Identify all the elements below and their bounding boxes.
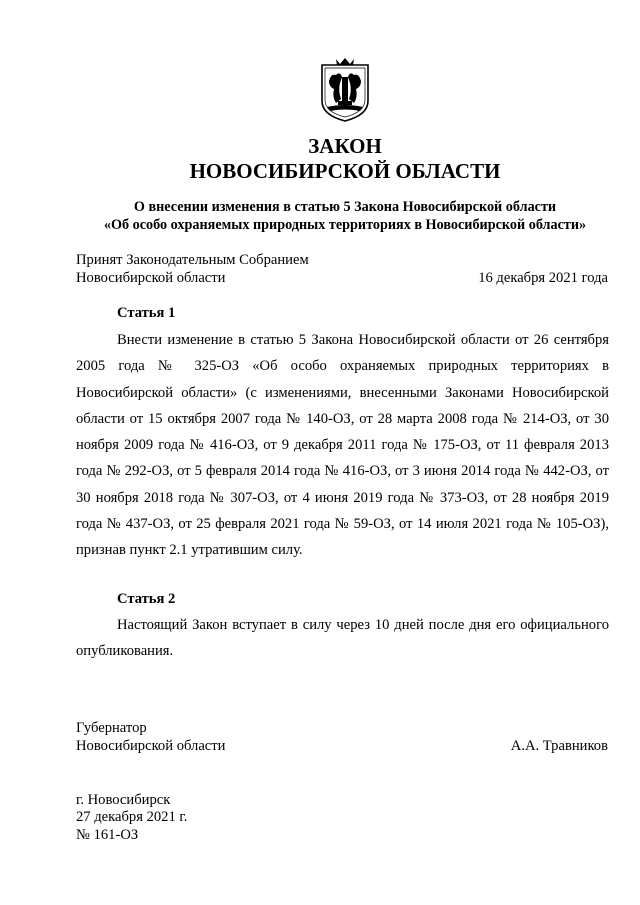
- footer-date: 27 декабря 2021 г.: [76, 809, 188, 825]
- coat-of-arms-icon: [316, 57, 374, 123]
- signatory-name: А.А. Травников: [510, 738, 608, 754]
- article1-text: Внести изменение в статью 5 Закона Новосибирской области от 26 сентября 2005 года № 325-ОЗ «Об особо охраняемых природных территориях в Новосибирской области» (с изменениями, внесенными Законами Новосибирской области от 15 октября 2007 года № 140-ОЗ, от 28 марта 2008 года № 214-ОЗ, от 30 ноября 2009 года № 416-ОЗ, от 9 декабря 2011 года № 175-ОЗ, от 11 февраля 2013 года № 292-ОЗ, от 5 февраля 2014 года № 416-ОЗ, от 3 июня 2014 года № 442-ОЗ, от 30 ноября 2018 года № 307-ОЗ, от 4 июня 2019 года № 373-ОЗ, от 28 ноября 2019 года № 437-ОЗ, от 25 февраля 2021 года № 59-ОЗ, от 14 июля 2021 года № 105-ОЗ), признав пункт 2.1 утратившим силу.: [76, 332, 609, 559]
- law-subtitle-line1: О внесении изменения в статью 5 Закона Новосибирской области: [133, 199, 557, 215]
- article1-heading: Статья 1: [117, 305, 176, 321]
- article2-text: Настоящий Закон вступает в силу через 10 дней после дня его официального опубликования.: [76, 617, 609, 660]
- article2-heading: Статья 2: [117, 591, 176, 607]
- signature-position-line2: Новосибирской области: [76, 738, 226, 754]
- law-subtitle-line2: «Об особо охраняемых природных территориях в Новосибирской области»: [103, 217, 587, 233]
- adoption-date: 16 декабря 2021 года: [478, 270, 608, 286]
- law-title-line2: НОВОСИБИРСКОЙ ОБЛАСТИ: [189, 159, 501, 183]
- law-title-line1: ЗАКОН: [308, 134, 382, 158]
- adoption-line2: Новосибирской области: [76, 270, 226, 286]
- footer-law-number: № 161-ОЗ: [76, 827, 139, 843]
- footer-place: г. Новосибирск: [76, 792, 171, 808]
- signature-position-line1: Губернатор: [76, 720, 147, 736]
- adoption-line1: Принят Законодательным Собранием: [76, 252, 309, 268]
